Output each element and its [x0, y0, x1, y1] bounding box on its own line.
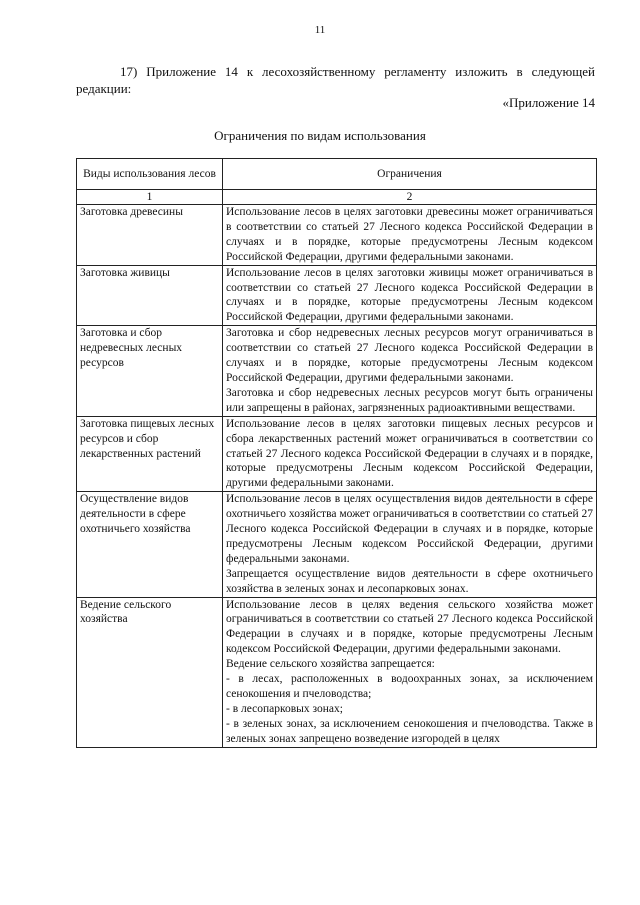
- page-number: 11: [314, 24, 326, 36]
- restriction-paragraph: - в лесопарковых зонах;: [226, 702, 343, 715]
- table-row: [77, 416, 597, 492]
- table-row: [77, 597, 597, 747]
- restriction-cell: [223, 492, 597, 597]
- header-restrictions: Ограничения: [223, 159, 597, 190]
- column-number: 1: [77, 190, 223, 205]
- restriction-cell: [223, 416, 597, 492]
- amendment-intro-line: 17) Приложение 14 к лесохозяйственному регламенту изложить в следующей: [120, 64, 595, 79]
- restriction-paragraph: Использование лесов в целях заготовки древесины может ограничиваться в соответствии со статьей 27 Лесного кодекса Российской Федерации в случаях и в порядке, которые предусмотрены Лесным кодексом Российской Федерации, другими федеральными законами.: [226, 206, 593, 263]
- restriction-cell: [223, 326, 597, 416]
- restriction-paragraph: Запрещается осуществление видов деятельности в сфере охотничьего хозяйства в зеленых зонах и лесопарковых зонах.: [226, 567, 593, 595]
- restriction-paragraph: Использование лесов в целях заготовки живицы может ограничиваться в соответствии со статьей 27 Лесного кодекса Российской Федерации в случаях и в порядке, которые предусмотрены Лесным кодексом Российской Федерации, другими федеральными законами.: [226, 266, 593, 324]
- table-row: [77, 492, 597, 597]
- restriction-cell: [223, 597, 597, 747]
- column-number-row: [77, 190, 597, 205]
- restriction-paragraph: Использование лесов в целях осуществления видов деятельности в сфере охотничьего хозяйства может ограничиваться в соответствии со статьей 27 Лесного кодекса Российской Федерации в случаях и в порядке, которые предусмотрены Лесным кодексом Российской Федерации, другими федеральными законами.: [226, 493, 593, 565]
- forest-use-type-cell: Ведение сельского хозяйства: [77, 597, 223, 747]
- forest-use-type-cell: Заготовка и сбор недревесных лесных ресурсов: [77, 326, 223, 416]
- forest-use-type-cell: Заготовка древесины: [77, 205, 223, 266]
- restriction-paragraph: Заготовка и сбор недревесных лесных ресурсов могут ограничиваться в соответствии со статьей 27 Лесного кодекса Российской Федерации в случаях и в порядке, которые предусмотрены Лесным кодексом Российской Федерации, другими федеральными законами.: [226, 327, 593, 384]
- forest-use-type-cell: Заготовка живицы: [77, 265, 223, 326]
- header-forest-use-types: Виды использования лесов: [77, 159, 223, 190]
- forest-use-type-cell: Осуществление видов деятельности в сфере охотничьего хозяйства: [77, 492, 223, 597]
- restriction-cell: [223, 205, 597, 266]
- restriction-paragraph: - в лесах, расположенных в водоохранных зонах, за исключением сенокошения и пчеловодства;: [226, 673, 593, 700]
- restrictions-table: [76, 158, 597, 748]
- amendment-intro-continuation: редакции:: [76, 81, 132, 96]
- table-body: [77, 205, 597, 748]
- amendment-intro: [76, 63, 595, 97]
- table-row: [77, 265, 597, 326]
- table-title: Ограничения по видам использования: [214, 128, 426, 143]
- table-header-row: [77, 159, 597, 190]
- restriction-cell: [223, 265, 597, 326]
- table-row: [77, 326, 597, 416]
- restriction-paragraph: Ведение сельского хозяйства запрещается:: [226, 658, 435, 671]
- forest-use-type-cell: Заготовка пищевых лесных ресурсов и сбор лекарственных растений: [77, 416, 223, 492]
- table-row: [77, 205, 597, 266]
- restriction-paragraph: Использование лесов в целях заготовки пищевых лесных ресурсов и сбора лекарственных растений может ограничиваться в соответствии со статьей 27 Лесного кодекса Российской Федерации в случаях и в порядке, которые предусмотрены Лесным кодексом Российской Федерации, другими федеральными законами.: [226, 417, 593, 490]
- restriction-paragraph: Использование лесов в целях ведения сельского хозяйства может ограничиваться в соответствии со статьей 27 Лесного кодекса Российской Федерации в случаях и в порядке, которые предусмотрены Лесным кодексом Российской Федерации, другими федеральными законами.: [226, 598, 593, 656]
- restriction-paragraph: - в зеленых зонах, за исключением сенокошения и пчеловодства. Также в зеленых зонах запрещено возведение изгородей в целях: [226, 717, 593, 745]
- appendix-reference: «Приложение 14: [502, 95, 595, 110]
- column-number: 2: [223, 190, 597, 205]
- restriction-paragraph: Заготовка и сбор недревесных лесных ресурсов могут быть ограничены или запрещены в районах, загрязненных радиоактивными веществами.: [226, 386, 593, 414]
